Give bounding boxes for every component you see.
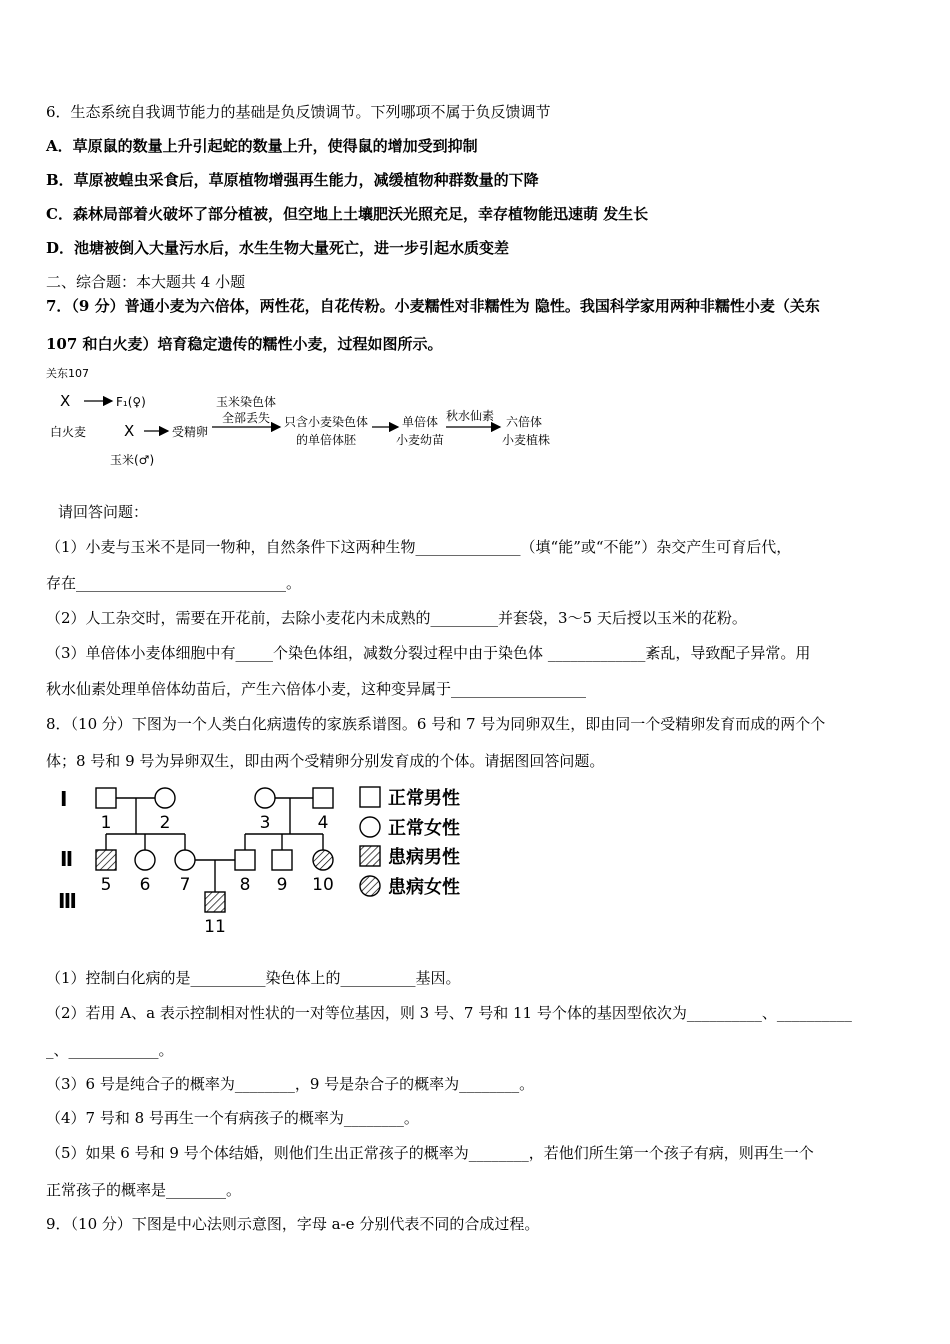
gen-label-2: Ⅱ [60,847,74,871]
pedigree-id-9: 9 [276,875,288,895]
breeding-flow-diagram [40,364,560,474]
legend-normal-female-symbol [360,817,380,837]
flow-hexaploid-2: 小麦植株 [502,433,551,447]
pedigree-individual-2 [155,788,175,808]
legend-normal-male-symbol [360,787,380,807]
legend-affected-male: 患病男性 [388,847,460,868]
pedigree-id-10: 10 [312,875,334,895]
legend-affected-male-symbol [360,846,380,866]
pedigree-individual-6 [135,850,155,870]
section-heading: 二、综合题：本大题共 4 小题 [46,273,246,291]
pedigree-id-3: 3 [259,813,271,833]
pedigree-id-4: 4 [317,813,329,833]
flow-seedling-1: 单倍体 [402,415,439,429]
pedigree-individual-8 [235,850,255,870]
flow-cross2: X [124,422,135,440]
q8-sub2-b: _、____________。 [46,1041,174,1059]
q8-stem-line1: 8．（10 分）下图为一个人类白化病遗传的家族系谱图。6 号和 7 号为同卵双生，即由同一个受精卵发育而成的两个个 [46,715,826,733]
legend-normal-male: 正常男性 [388,788,460,809]
q8-sub3: （3）6 号是纯合子的概率为________，9 号是杂合子的概率为________。 [46,1075,535,1093]
pedigree-id-2: 2 [159,813,171,833]
flow-cross1: X [60,392,71,410]
q8-sub4: （4）7 号和 8 号再生一个有病孩子的概率为________。 [46,1109,419,1127]
q9-stem: 9．（10 分）下图是中心法则示意图，字母 a-e 分别代表不同的合成过程。 [46,1215,540,1233]
q7-sub2: （2）人工杂交时，需要在开花前，去除小麦花内未成熟的_________并套袋，3～5 天后授以玉米的花粉。 [46,609,747,627]
flow-embryo-1: 只含小麦染色体 [284,415,369,429]
legend-affected-female: 患病女性 [388,877,460,898]
pedigree-chart [50,778,480,938]
q6-stem: 6．生态系统自我调节能力的基础是负反馈调节。下列哪项不属于负反馈调节 [46,103,551,121]
flow-corn: 玉米(♂) [110,453,155,467]
q7-stem-line1: 7．（9 分）普通小麦为六倍体，两性花，自花传粉。小麦糯性对非糯性为 隐性。我国科学家用两种非糯性小麦（关东 [46,297,820,315]
pedigree-id-1: 1 [100,813,112,833]
q7-prompt: 请回答问题： [58,503,149,521]
flow-f1: F₁(♀) [116,395,146,409]
q8-sub2-a: （2）若用 A、a 表示控制相对性状的一对等位基因，则 3 号、7 号和 11 号个体的基因型依次为__________、__________ [46,1004,852,1022]
flow-hexaploid-1: 六倍体 [506,415,543,429]
q6-option-b: B．草原被蝗虫采食后，草原植物增强再生能力，减缓植物种群数量的下降 [46,171,539,189]
flow-corn-lost-2: 全部丢失 [222,411,271,425]
flow-guandong: 关东107 [46,367,89,380]
q7-sub1-a: （1）小麦与玉米不是同一物种，自然条件下这两种生物______________（填“能”或“不能”）杂交产生可育后代， [46,538,792,556]
legend-normal-female: 正常女性 [388,818,460,839]
gen-label-1: Ⅰ [60,787,68,811]
legend-affected-female-symbol [360,876,380,896]
flow-seedling-2: 小麦幼苗 [396,433,445,447]
pedigree-individual-7 [175,850,195,870]
q6-option-a: A．草原鼠的数量上升引起蛇的数量上升，使得鼠的增加受到抑制 [46,137,478,155]
q7-sub1-b: 存在____________________________。 [46,574,302,592]
q7-sub3-b: 秋水仙素处理单倍体幼苗后，产生六倍体小麦，这种变异属于__________________ [46,680,587,698]
pedigree-individual-10 [313,850,333,870]
pedigree-individual-3 [255,788,275,808]
pedigree-individual-5 [96,850,116,870]
pedigree-individual-9 [272,850,292,870]
q8-stem-line2: 体；8 号和 9 号为异卵双生，即由两个受精卵分别发育成的个体。请据图回答问题。 [46,752,605,770]
pedigree-id-7: 7 [179,875,191,895]
pedigree-id-6: 6 [139,875,151,895]
pedigree-individual-11 [205,892,225,912]
pedigree-individual-4 [313,788,333,808]
q8-sub5-b: 正常孩子的概率是________。 [46,1181,242,1199]
q6-option-c: C．森林局部着火破坏了部分植被，但空地上土壤肥沃光照充足，幸存植物能迅速萌 发生长 [46,205,649,223]
q7-sub3-a: （3）单倍体小麦体细胞中有_____个染色体组，减数分裂过程中由于染色体 _____________紊乱，导致配子异常。用 [46,644,811,662]
flow-embryo-2: 的单倍体胚 [296,433,357,447]
pedigree-id-5: 5 [100,875,112,895]
pedigree-id-11: 11 [204,917,226,937]
q8-sub5-a: （5）如果 6 号和 9 号个体结婚，则他们生出正常孩子的概率为________，若他们所生第一个孩子有病，则再生一个 [46,1144,814,1162]
q8-sub1: （1）控制白化病的是__________染色体上的__________基因。 [46,969,461,987]
gen-label-3: Ⅲ [58,889,77,913]
pedigree-individual-1 [96,788,116,808]
q7-stem-line2: 107 和白火麦）培育稳定遗传的糯性小麦，过程如图所示。 [46,335,443,353]
flow-baihuomai: 白火麦 [50,425,87,439]
q6-option-d: D．池塘被倒入大量污水后，水生生物大量死亡，进一步引起水质变差 [46,239,510,257]
flow-colchicine: 秋水仙素 [446,409,495,423]
flow-fertilized: 受精卵 [172,425,209,439]
flow-corn-lost-1: 玉米染色体 [216,395,277,409]
pedigree-id-8: 8 [239,875,251,895]
